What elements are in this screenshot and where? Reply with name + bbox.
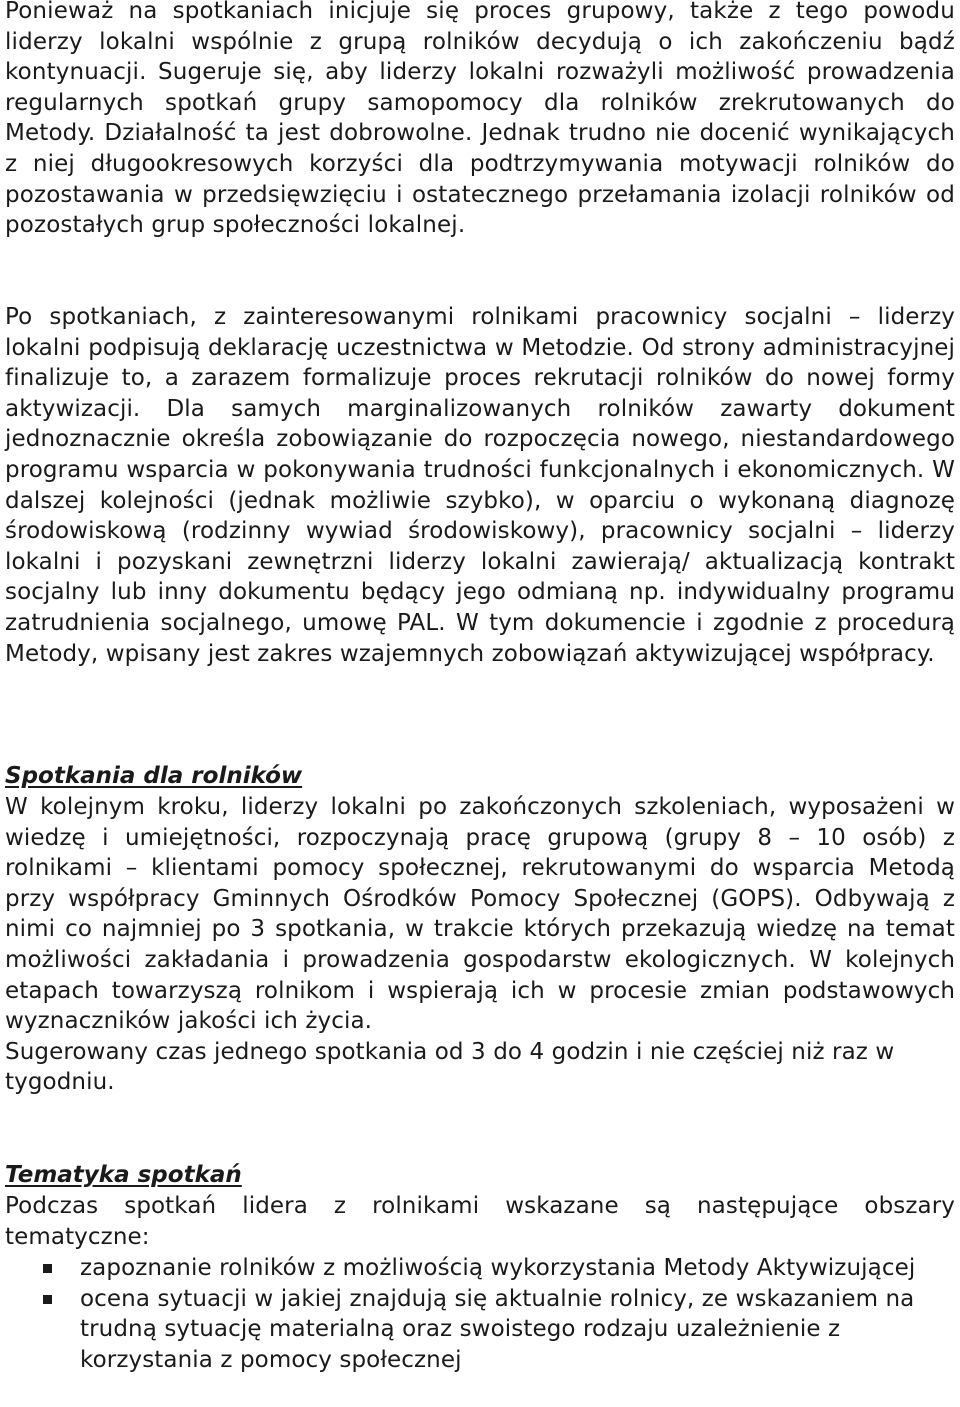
section-heading-tematyka: Tematyka spotkań [5,1162,242,1188]
topic-list [5,1253,955,1375]
square-bullet-icon [43,1295,52,1304]
list-item-text: ocena sytuacji w jakiej znajdują się aktualnie rolnicy, ze wskazaniem na trudną sytuację materialną oraz swoistego rodzaju uzależnienie z korzystania z pomocy społecznej [80,1285,915,1373]
paragraph-3 [5,792,955,1098]
paragraph-1-text: Ponieważ na spotkaniach inicjuje się proces grupowy, także z tego powodu liderzy lokalni wspólnie z grupą rolników decydują o ich zakończeniu bądź kontynuacji. Sugeruje się, aby liderzy lokalni rozważyli możliwość prowadzenia regularnych spotkań grupy samopomocy dla rolników zrekrutowanych do Metody. Działalność ta jest dobrowolne. Jednak trudno nie docenić wynikających z niej długookresowych korzyści dla podtrzymywania motywacji rolników do pozostawania w przedsięwzięciu i ostatecznego przełamania izolacji rolników od pozostałych grup społeczności lokalnej. [5,0,955,239]
list-item [5,1284,955,1376]
paragraph-2-text: Po spotkaniach, z zainteresowanymi rolnikami pracownicy socjalni – liderzy lokalni podpisują deklarację uczestnictwa w Metodzie. Od strony administracyjnej finalizuje to, a zarazem formalizuje proces rekrutacji rolników do nowej formy aktywizacji. Dla samych marginalizowanych rolników zawarty dokument jednoznacznie określa zobowiązanie do rozpoczęcia nowego, niestandardowego programu wsparcia w pokonywania trudności funkcjonalnych i ekonomicznych. W dalszej kolejności (jednak możliwie szybko), w oparciu o wykonaną diagnozę środowiskową (rodzinny wywiad środowiskowy), pracownicy socjalni – liderzy lokalni i pozyskani zewnętrzni liderzy lokalni zawierają/ aktualizacją kontrakt socjalny lub inny dokumentu będący jego odmianą np. indywidualny programu zatrudnienia socjalnego, umowę PAL. W tym dokumencie i zgodnie z procedurą Metody, wpisany jest zakres wzajemnych zobowiązań aktywizującej współpracy. [5,304,955,667]
paragraph-5 [5,1191,955,1252]
list-item [5,1253,955,1284]
square-bullet-icon [43,1264,52,1273]
list-item-text: zapoznanie rolników z możliwością wykorzystania Metody Aktywizującej [80,1255,916,1281]
paragraph-2 [5,302,955,669]
paragraph-3-text: W kolejnym kroku, liderzy lokalni po zakończonych szkoleniach, wyposażeni w wiedzę i umiejętności, rozpoczynają pracę grupową (grupy 8 – 10 osób) z rolnikami – klientami pomocy społecznej, rekrutowanymi do wsparcia Metodą przy współpracy Gminnych Ośrodków Pomocy Społecznej (GOPS). Odbywają z nimi co najmniej po 3 spotkania, w trakcie których przekazują wiedzę na temat możliwości zakładania i prowadzenia gospodarstw ekologicznych. W kolejnych etapach towarzyszą rolnikom i wspierają ich w procesie zmian podstawowych wyznaczników jakości ich życia. [5,794,955,1035]
section-heading-spotkania: Spotkania dla rolników [5,763,303,789]
paragraph-4-text: Sugerowany czas jednego spotkania od 3 do 4 godzin i nie częściej niż raz w tygodniu. [5,1038,895,1096]
paragraph-5-text: Podczas spotkań lidera z rolnikami wskazane są następujące obszary tematyczne: [5,1193,955,1250]
paragraph-1 [5,0,955,241]
